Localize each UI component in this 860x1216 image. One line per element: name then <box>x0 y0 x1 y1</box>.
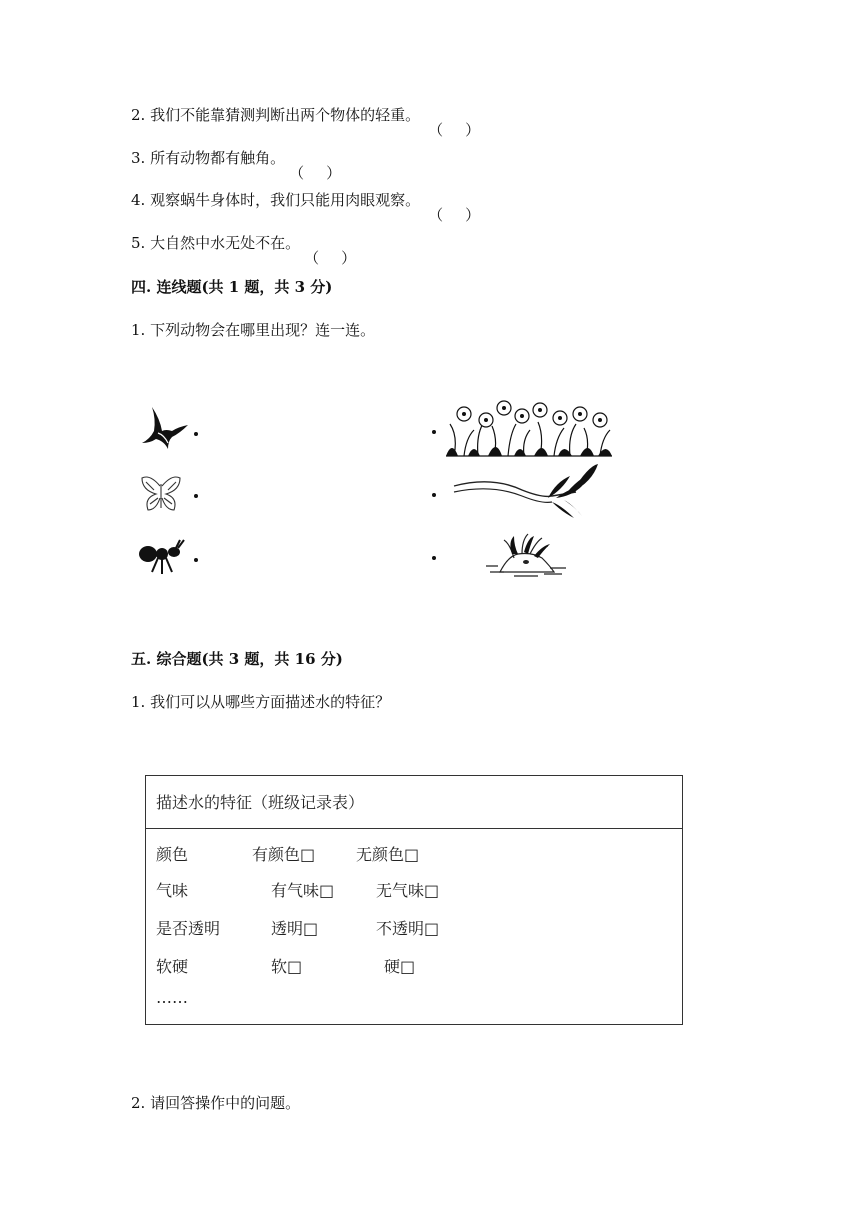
option-transparent[interactable]: 透明□ <box>271 919 319 938</box>
flowers-icon <box>444 400 614 458</box>
row-label-transparency: 是否透明 <box>156 919 221 938</box>
question-2-text: 2. 我们不能靠猜测判断出两个物体的轻重。 <box>131 106 421 124</box>
branch-icon <box>452 462 602 522</box>
table-ellipsis: …… <box>156 988 188 1007</box>
table-header <box>146 776 682 829</box>
option-not-transparent[interactable]: 不透明□ <box>376 919 440 938</box>
question-3-text: 3. 所有动物都有触角。 <box>131 149 286 167</box>
water-features-table <box>145 775 683 1025</box>
option-has-smell[interactable]: 有气味□ <box>271 881 335 900</box>
section-5-question-1: 1. 我们可以从哪些方面描述水的特征？ <box>131 693 391 711</box>
ant-dot[interactable] <box>194 558 198 562</box>
row-label-smell: 气味 <box>156 881 189 900</box>
butterfly-icon <box>138 472 184 518</box>
question-5 <box>131 233 356 253</box>
row-label-hardness: 软硬 <box>156 957 189 976</box>
flowers-dot[interactable] <box>432 430 436 434</box>
option-no-smell[interactable]: 无气味□ <box>376 881 440 900</box>
section-4-question-1: 1. 下列动物会在哪里出现？连一连。 <box>131 321 376 339</box>
option-has-color[interactable]: 有颜色□ <box>252 845 316 864</box>
option-soft[interactable]: 软□ <box>271 957 303 976</box>
question-5-text: 5. 大自然中水无处不在。 <box>131 234 301 252</box>
bird-icon <box>138 405 190 457</box>
option-hard[interactable]: 硬□ <box>384 957 416 976</box>
butterfly-dot[interactable] <box>194 494 198 498</box>
section-5-title: 五. 综合题(共 3 题，共 16 分) <box>131 650 343 668</box>
question-4-text: 4. 观察蜗牛身体时，我们只能用肉眼观察。 <box>131 191 421 209</box>
section-4-title: 四. 连线题(共 1 题，共 3 分) <box>131 278 333 296</box>
ant-icon <box>138 538 188 578</box>
anthill-dot[interactable] <box>432 556 436 560</box>
row-label-color: 颜色 <box>156 845 189 864</box>
anthill-icon <box>484 532 568 578</box>
bird-dot[interactable] <box>194 432 198 436</box>
question-3 <box>131 148 341 168</box>
option-no-color[interactable]: 无颜色□ <box>356 845 420 864</box>
question-2 <box>131 105 480 125</box>
question-4 <box>131 190 480 210</box>
section-5-question-2: 2. 请回答操作中的问题。 <box>131 1094 301 1112</box>
table-title: 描述水的特征（班级记录表） <box>156 793 365 812</box>
branch-dot[interactable] <box>432 493 436 497</box>
